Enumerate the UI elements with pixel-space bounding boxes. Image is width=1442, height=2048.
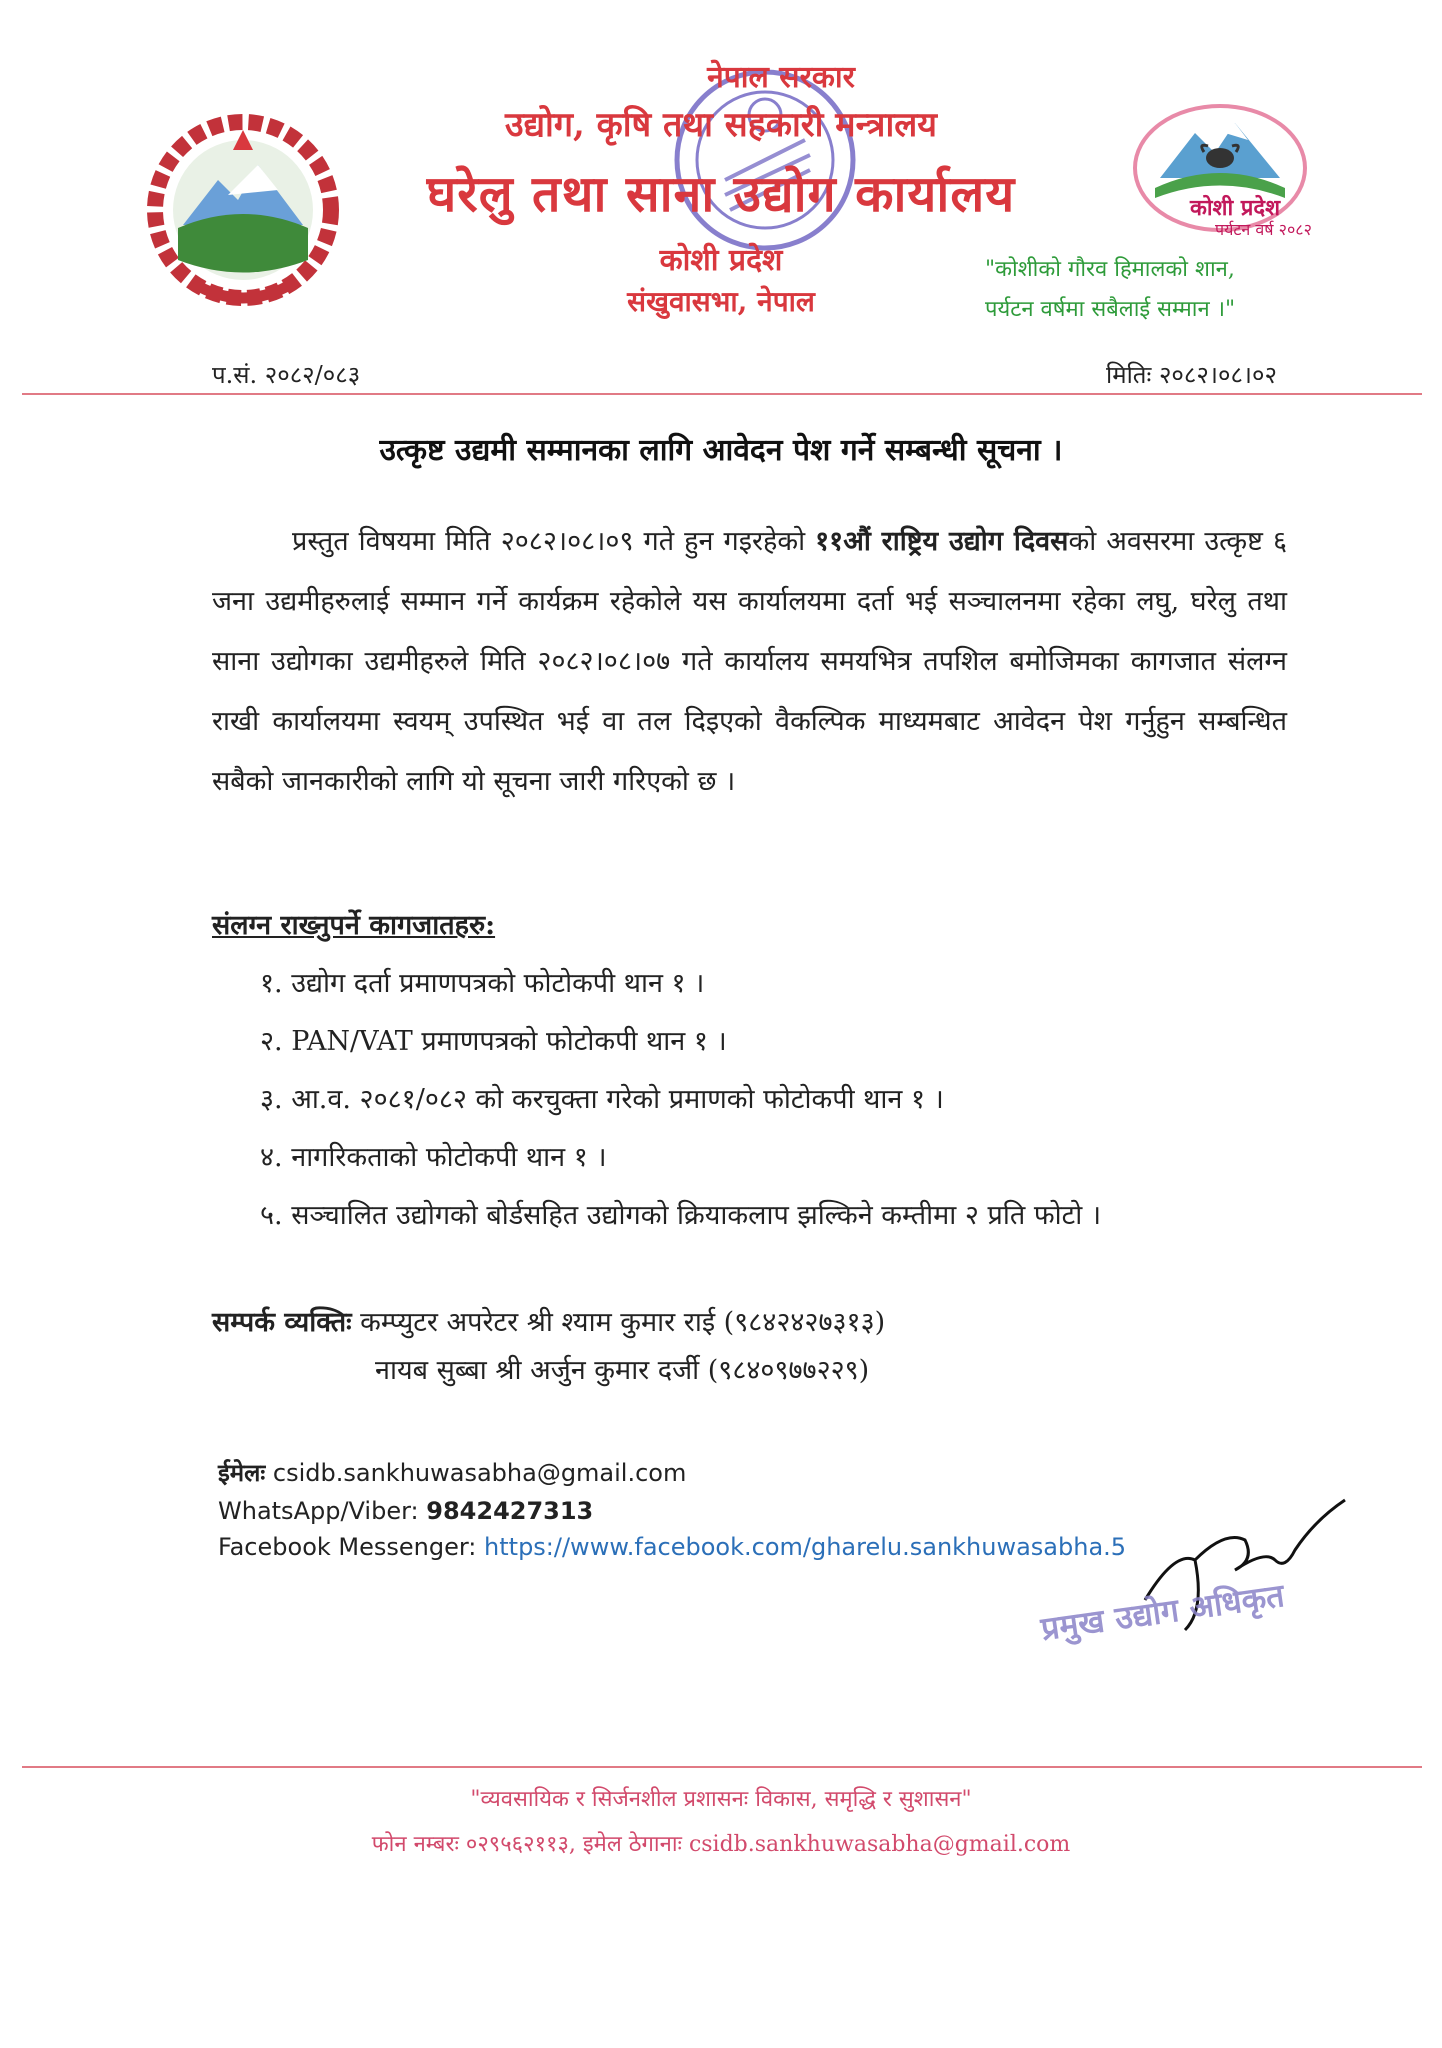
koshi-logo-title: कोशी प्रदेश	[1189, 196, 1281, 221]
email-row	[218, 1456, 686, 1489]
footer-motto: "व्यवसायिक र सिर्जनशील प्रशासनः विकास, समृद्धि र सुशासन"	[470, 1787, 972, 1812]
documents-heading: संलग्न राख्नुपर्ने कागजातहरु:	[212, 910, 496, 941]
facebook-label: Facebook Messenger:	[218, 1533, 477, 1561]
whatsapp-row	[218, 1497, 593, 1525]
footer-contact: फोन नम्बरः ०२९५६२११३, इमेल ठेगानाः csidb.sankhuwasabha@gmail.com	[371, 1832, 1071, 1857]
email-address[interactable]: csidb.sankhuwasabha@gmail.com	[272, 1459, 687, 1487]
email-label: ईमेलः	[218, 1459, 266, 1487]
notice-subject: उत्कृष्ट उद्यमी सम्मानका लागि आवेदन पेश गर्ने सम्बन्धी सूचना ।	[379, 433, 1063, 468]
facebook-row	[218, 1533, 1126, 1561]
list-item: २. PAN/VAT प्रमाणपत्रको फोटोकपी थान १ ।	[260, 1026, 727, 1057]
list-item: ५. सञ्चालित उद्योगको बोर्डसहित उद्योगको क्रियाकलाप झल्किने कम्तीमा २ प्रति फोटो ।	[260, 1200, 1102, 1231]
officer-stamp: प्रमुख उद्योग अधिकृत	[1038, 1576, 1287, 1648]
body-bold: ११औं राष्ट्रिय उद्योग दिवस	[815, 526, 1069, 557]
koshi-logo-year: पर्यटन वर्ष २०८२	[1215, 220, 1312, 239]
contact-person-1	[212, 1302, 885, 1339]
government-title: नेपाल सरकार	[707, 60, 855, 95]
facebook-link[interactable]: https://www.facebook.com/gharelu.sankhuwasabha.5	[484, 1533, 1127, 1561]
whatsapp-number: 9842427313	[426, 1497, 594, 1525]
province-title: कोशी प्रदेश	[659, 243, 783, 278]
list-item: १. उद्योग दर्ता प्रमाणपत्रको फोटोकपी थान १ ।	[260, 968, 705, 999]
list-item: ३. आ.व. २०८१/०८२ को करचुक्ता गरेको प्रमाणको फोटोकपी थान १ ।	[260, 1084, 944, 1115]
tourism-slogan-line1: "कोशीको गौरव हिमालको शान,	[985, 257, 1235, 282]
tourism-slogan-line2: पर्यटन वर्षमा सबैलाई सम्मान ।"	[985, 297, 1236, 322]
list-item: ४. नागरिकताको फोटोकपी थान १ ।	[260, 1142, 607, 1173]
body-part1: प्रस्तुत विषयमा मिति २०८२।०८।०९ गते हुन गइरहेको	[292, 526, 816, 557]
footer-divider	[22, 1766, 1422, 1768]
contact-person-2: नायब सुब्बा श्री अर्जुन कुमार दर्जी (९८४०९७७२२९)	[375, 1355, 870, 1386]
office-title: घरेलु तथा साना उद्योग कार्यालय	[426, 164, 1016, 223]
office-location: संखुवासभा, नेपाल	[627, 285, 815, 318]
contact-person-1-text: कम्प्युटर अपरेटर श्री श्याम कुमार राई (९८४२४२७३१३)	[360, 1307, 886, 1338]
header-divider	[22, 393, 1422, 395]
ministry-title: उद्योग, कृषि तथा सहकारी मन्त्रालय	[504, 105, 938, 145]
reference-number: प.सं. २०८२/०८३	[212, 361, 361, 389]
letter-date: मितिः २०८२।०८।०२	[1106, 361, 1277, 389]
body-part2: को अवसरमा उत्कृष्ट ६ जना उद्यमीहरुलाई सम्मान गर्ने कार्यक्रम रहेकोले यस कार्यालयमा दर्ता भई सञ्चालनमा रहेका लघु, घरेलु तथा साना उद्योगका उद्यमीहरुले मिति २०८२।०८।०७ गते कार्यालय समयभित्र तपशिल बमोजिमका कागजात संलग्न राखी कार्यालयमा स्वयम् उपस्थित भई वा तल दिइएको वैकल्पिक माध्यमबाट आवेदन पेश गर्नुहुन सम्बन्धित सबैको जानकारीको लागि यो सूचना जारी गरिएको छ ।	[212, 526, 1288, 797]
documents-list	[260, 955, 1101, 1245]
whatsapp-label: WhatsApp/Viber:	[218, 1497, 419, 1525]
contact-label: सम्पर्क व्यक्तिः	[212, 1307, 352, 1338]
notice-body	[212, 512, 1287, 812]
